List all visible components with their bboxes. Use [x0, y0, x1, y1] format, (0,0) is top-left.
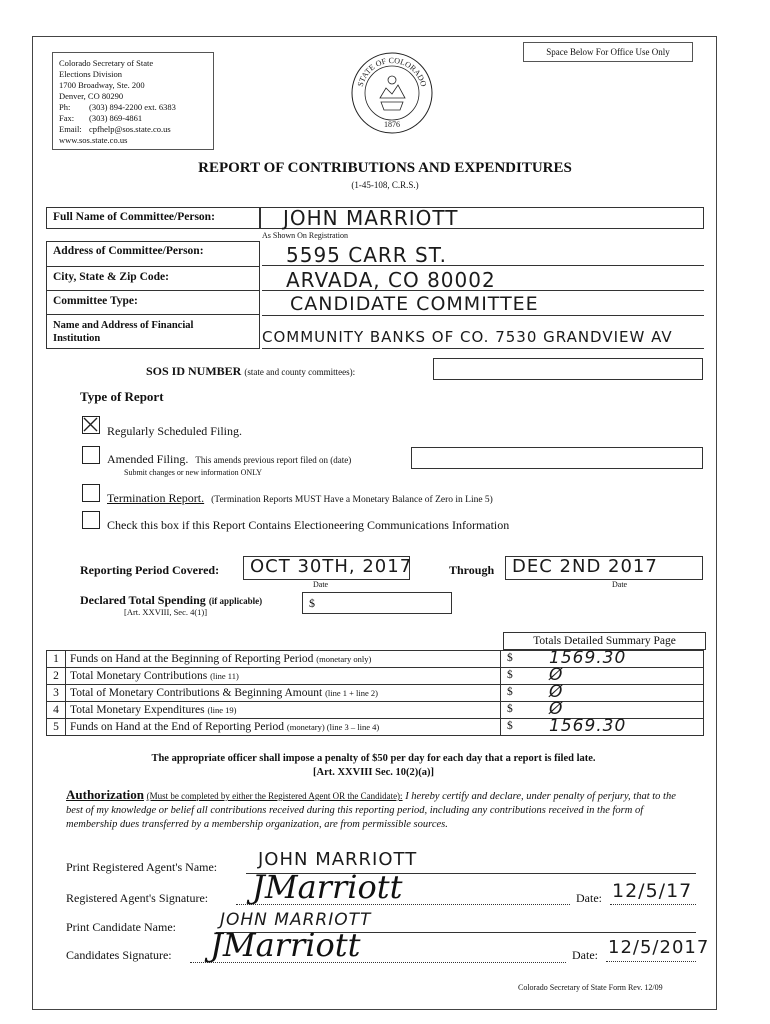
checkmark-x-icon — [83, 417, 98, 432]
row-label: Funds on Hand at the End of Reporting Period — [70, 721, 285, 733]
row-amount-cell[interactable] — [501, 682, 704, 702]
row-amount: 1569.30 — [549, 716, 627, 736]
row-label-cell — [66, 719, 501, 736]
row-label-cell — [66, 651, 501, 668]
row-currency: $ — [507, 703, 513, 715]
financial-value: COMMUNITY BANKS OF CO. 7530 GRANDVIEW AV — [262, 328, 673, 346]
regular-filing-label: Regularly Scheduled Filing. — [107, 424, 242, 438]
row-label-cell — [66, 668, 501, 685]
agent-signature-label: Registered Agent's Signature: — [66, 891, 209, 905]
agency-website[interactable]: www.sos.state.co.us — [59, 135, 128, 145]
row-amount-cell[interactable] — [501, 716, 704, 736]
termination-checkbox[interactable] — [82, 484, 100, 502]
row-currency: $ — [507, 720, 513, 732]
agent-signature-field[interactable] — [236, 868, 570, 906]
authorization-text: I hereby certify and declare, under penalty of perjury, that to the best of my knowledge or belief all contributions received during this reporting period, including any contributions received in the form of membership dues transferred by a membership organization, are from permissible sources. — [66, 791, 676, 830]
authorization-block — [66, 788, 686, 832]
financial-field[interactable] — [262, 326, 704, 349]
summary-row — [47, 685, 704, 702]
committee-type-value: CANDIDATE COMMITTEE — [290, 293, 539, 315]
row-amount: Ø — [549, 682, 564, 702]
page-title: REPORT OF CONTRIBUTIONS AND EXPENDITURES — [198, 160, 572, 176]
regular-filing-checkbox[interactable] — [82, 416, 100, 434]
through-label: Through — [449, 563, 495, 577]
seal-text: STATE OF COLORADO — [355, 55, 429, 88]
row-label-cell — [66, 702, 501, 719]
spending-field[interactable] — [302, 592, 452, 614]
amended-row — [107, 452, 351, 467]
row-note: (line 1 + line 2) — [325, 688, 379, 698]
authorization-heading: Authorization — [66, 787, 144, 802]
period-from-value: OCT 30TH, 2017 — [250, 556, 413, 577]
address-label-box — [46, 241, 260, 349]
candidate-signature-field[interactable] — [190, 926, 566, 964]
spending-label: Declared Total Spending — [80, 593, 206, 607]
date-caption: Date — [612, 580, 628, 589]
sos-id-label: SOS ID NUMBER — [146, 364, 242, 378]
financial-label-2: Institution — [53, 333, 101, 344]
row-amount-cell[interactable] — [501, 665, 704, 685]
electioneering-label: Check this box if this Report Contains Electioneering Communications Information — [107, 518, 510, 532]
candidate-date-value: 12/5/2017 — [608, 937, 710, 958]
summary-table — [46, 650, 704, 736]
period-from-field[interactable] — [243, 556, 413, 580]
email-label: Email: — [59, 124, 82, 134]
fax-value: (303) 869-4861 — [89, 113, 143, 123]
agent-date-value: 12/5/17 — [612, 880, 693, 902]
row-amount: 1569.30 — [549, 648, 627, 668]
state-seal — [350, 50, 434, 136]
summary-row — [47, 651, 704, 668]
agency-line: 1700 Broadway, Ste. 200 — [59, 80, 145, 90]
email-value[interactable]: cpfhelp@sos.state.co.us — [89, 124, 171, 134]
row-label: Total of Monetary Contributions & Beginning Amount — [70, 687, 323, 699]
termination-label: Termination Report. — [107, 491, 205, 505]
fax-label: Fax: — [59, 113, 75, 123]
row-number: 3 — [47, 685, 66, 702]
agent-date-field[interactable] — [610, 882, 696, 905]
row-number: 2 — [47, 668, 66, 685]
agency-fax — [59, 113, 207, 124]
address-value: 5595 CARR ST. — [286, 243, 447, 267]
candidate-date-field[interactable] — [606, 937, 710, 962]
agent-date-label: Date: — [576, 891, 602, 905]
spending-sub: [Art. XXVIII, Sec. 4(1)] — [124, 607, 208, 617]
amended-filing-checkbox[interactable] — [82, 446, 100, 464]
committee-type-label: Committee Type: — [53, 295, 138, 307]
registration-note: As Shown On Registration — [262, 231, 348, 240]
row-label: Total Monetary Contributions — [70, 670, 208, 682]
agent-signature: JMarriott — [252, 868, 403, 906]
agency-phone — [59, 102, 207, 113]
penalty-line-2: [Art. XXVIII Sec. 10(2)(a)] — [312, 767, 434, 778]
agent-name-label: Print Registered Agent's Name: — [66, 860, 218, 874]
seal-year: 1876 — [384, 120, 400, 129]
phone-value: (303) 894-2200 ext. 6383 — [89, 102, 176, 112]
penalty-notice — [32, 752, 715, 780]
city-field[interactable] — [262, 268, 704, 291]
committee-type-field[interactable] — [262, 293, 704, 316]
amended-date-input[interactable] — [411, 447, 703, 469]
full-name-field[interactable] — [260, 207, 704, 229]
full-name-value: JOHN MARRIOTT — [283, 206, 459, 230]
termination-row — [107, 491, 493, 506]
period-to-field[interactable] — [505, 556, 703, 580]
candidate-name-value: JOHN MARRIOTT — [220, 910, 372, 930]
amended-sub: Submit changes or new information ONLY — [124, 468, 263, 477]
full-name-label-box — [46, 207, 260, 229]
spending-currency: $ — [309, 596, 315, 610]
summary-row — [47, 719, 704, 736]
period-label: Reporting Period Covered: — [80, 563, 220, 577]
date-caption: Date — [313, 580, 329, 589]
candidate-signature: JMarriott — [210, 926, 361, 964]
row-note: (line 19) — [207, 705, 237, 715]
address-field[interactable] — [262, 243, 704, 266]
row-currency: $ — [507, 686, 513, 698]
city-value: ARVADA, CO 80002 — [286, 268, 496, 292]
agency-email — [59, 124, 207, 135]
amended-note: This amends previous report filed on (date) — [195, 455, 352, 465]
agency-line: Denver, CO 80290 — [59, 91, 124, 101]
row-amount: Ø — [549, 699, 564, 719]
page-subtitle: (1-45-108, C.R.S.) — [351, 180, 419, 190]
address-label: Address of Committee/Person: — [53, 245, 204, 257]
row-label: Total Monetary Expenditures — [70, 704, 205, 716]
form-footer: Colorado Secretary of State Form Rev. 12/09 — [518, 983, 663, 992]
candidate-date-label: Date: — [572, 948, 598, 962]
candidate-name-label: Print Candidate Name: — [66, 920, 176, 934]
report-type-heading: Type of Report — [80, 389, 164, 404]
summary-row — [47, 668, 704, 685]
row-number: 5 — [47, 719, 66, 736]
phone-label: Ph: — [59, 102, 71, 112]
agency-line: Elections Division — [59, 69, 123, 79]
row-note: (monetary) (line 3 – line 4) — [286, 722, 380, 732]
summary-header: Totals Detailed Summary Page — [503, 632, 706, 650]
row-note: (monetary only) — [316, 654, 372, 664]
termination-note: (Termination Reports MUST Have a Monetary Balance of Zero in Line 5) — [211, 495, 493, 505]
full-name-label: Full Name of Committee/Person: — [53, 211, 215, 223]
sos-id-row — [146, 364, 355, 379]
row-currency: $ — [507, 652, 513, 664]
row-amount-cell[interactable] — [501, 648, 704, 668]
spending-note: (if applicable) — [208, 596, 263, 606]
spending-row — [80, 593, 262, 608]
city-label: City, State & Zip Code: — [53, 271, 169, 283]
office-use-box: Space Below For Office Use Only — [523, 42, 693, 62]
period-to-value: DEC 2ND 2017 — [512, 556, 658, 577]
penalty-line-1: The appropriate officer shall impose a penalty of $50 per day for each day that a report is filed late. — [151, 753, 596, 764]
agency-address-box — [52, 52, 214, 150]
amended-filing-label: Amended Filing. — [107, 452, 189, 466]
electioneering-checkbox[interactable] — [82, 511, 100, 529]
row-label: Funds on Hand at the Beginning of Reporting Period — [70, 653, 314, 665]
sos-id-note: (state and county committees): — [244, 367, 356, 377]
row-label-cell — [66, 685, 501, 702]
candidate-signature-label: Candidates Signature: — [66, 948, 172, 962]
sos-id-input[interactable] — [433, 358, 703, 380]
financial-label-1: Name and Address of Financial — [53, 320, 194, 331]
row-currency: $ — [507, 669, 513, 681]
agency-line: Colorado Secretary of State — [59, 58, 154, 68]
authorization-note: (Must be completed by either the Registered Agent OR the Candidate): — [146, 791, 403, 801]
row-amount: Ø — [549, 665, 564, 685]
row-number: 4 — [47, 702, 66, 719]
agent-name-value: JOHN MARRIOTT — [258, 849, 418, 870]
row-note: (line 11) — [210, 671, 239, 681]
row-number: 1 — [47, 651, 66, 668]
